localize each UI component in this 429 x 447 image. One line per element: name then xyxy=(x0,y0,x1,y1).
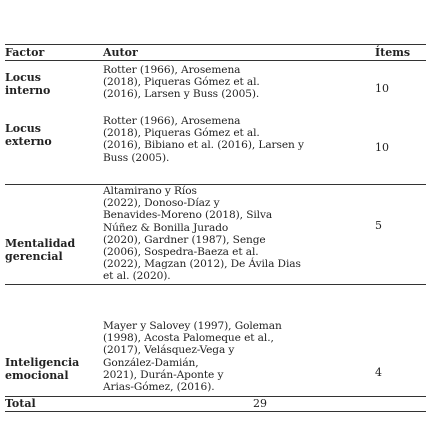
author-line: et al. (2020). xyxy=(103,270,171,283)
author-line: 2021), Durán-Aponte y xyxy=(103,368,224,381)
author-line: (2006), Sospedra-Baeza et al. xyxy=(103,246,259,259)
author-line: Altamirano y Ríos xyxy=(103,185,197,197)
row-mentalidad-items: 5 xyxy=(375,219,382,232)
author-line: (2016), Larsen y Buss (2005). xyxy=(103,88,260,101)
author-line: Rotter (1966), Arosemena xyxy=(103,115,241,127)
author-line: Buss (2005). xyxy=(103,151,170,164)
row-locus-externo-items: 10 xyxy=(375,141,389,154)
factor-line: emocional xyxy=(5,369,69,382)
factor-line: Mentalidad xyxy=(5,237,76,250)
top-rule xyxy=(5,44,426,45)
author-line: González-Damián, xyxy=(103,356,199,369)
factor-line: Locus xyxy=(5,122,41,135)
author-line: Arias-Gómez, (2016). xyxy=(103,381,215,394)
author-line: (2018), Piqueras Gómez et al. xyxy=(103,76,260,89)
row-inteligencia-factor xyxy=(5,356,103,382)
row-inteligencia-items: 4 xyxy=(375,366,382,379)
total-value: 29 xyxy=(253,397,267,410)
row-locus-externo-authors xyxy=(103,115,371,164)
row-locus-externo-factor xyxy=(5,122,103,148)
row-mentalidad-factor xyxy=(5,237,103,263)
row-locus-interno-items: 10 xyxy=(375,82,389,95)
factor-line: Inteligencia xyxy=(5,356,80,369)
row-inteligencia-authors xyxy=(103,320,371,393)
header-author: Autor xyxy=(103,46,138,59)
author-line: (2022), Donoso-Díaz y xyxy=(103,197,220,210)
row-rule xyxy=(5,284,426,285)
header-factor: Factor xyxy=(5,46,45,59)
total-label: Total xyxy=(5,397,36,410)
header-items: Ítems xyxy=(375,46,411,59)
author-line: (2022), Magzan (2012), De Ávila Dias xyxy=(103,258,301,271)
factor-line: gerencial xyxy=(5,250,63,263)
author-line: Núñez & Bonilla Jurado xyxy=(103,221,229,234)
author-line: (2020), Gardner (1987), Senge xyxy=(103,233,266,246)
author-line: (2017), Velásquez-Vega y xyxy=(103,344,235,357)
header-rule xyxy=(5,60,426,61)
row-locus-interno-authors xyxy=(103,64,371,101)
bottom-rule xyxy=(5,411,426,412)
author-line: Mayer y Salovey (1997), Goleman xyxy=(103,320,282,332)
row-locus-interno-factor xyxy=(5,71,103,97)
factor-line: externo xyxy=(5,135,52,148)
pre-total-rule xyxy=(5,396,426,397)
row-mentalidad-authors xyxy=(103,185,371,283)
author-line: (2018), Piqueras Gómez et al. xyxy=(103,127,260,140)
factor-line: Locus xyxy=(5,71,41,84)
author-line: (2016), Bibiano et al. (2016), Larsen y xyxy=(103,139,304,152)
author-line: Benavides-Moreno (2018), Silva xyxy=(103,209,273,222)
author-line: Rotter (1966), Arosemena xyxy=(103,64,241,76)
factor-line: interno xyxy=(5,84,51,97)
author-line: (1998), Acosta Palomeque et al., xyxy=(103,332,274,345)
